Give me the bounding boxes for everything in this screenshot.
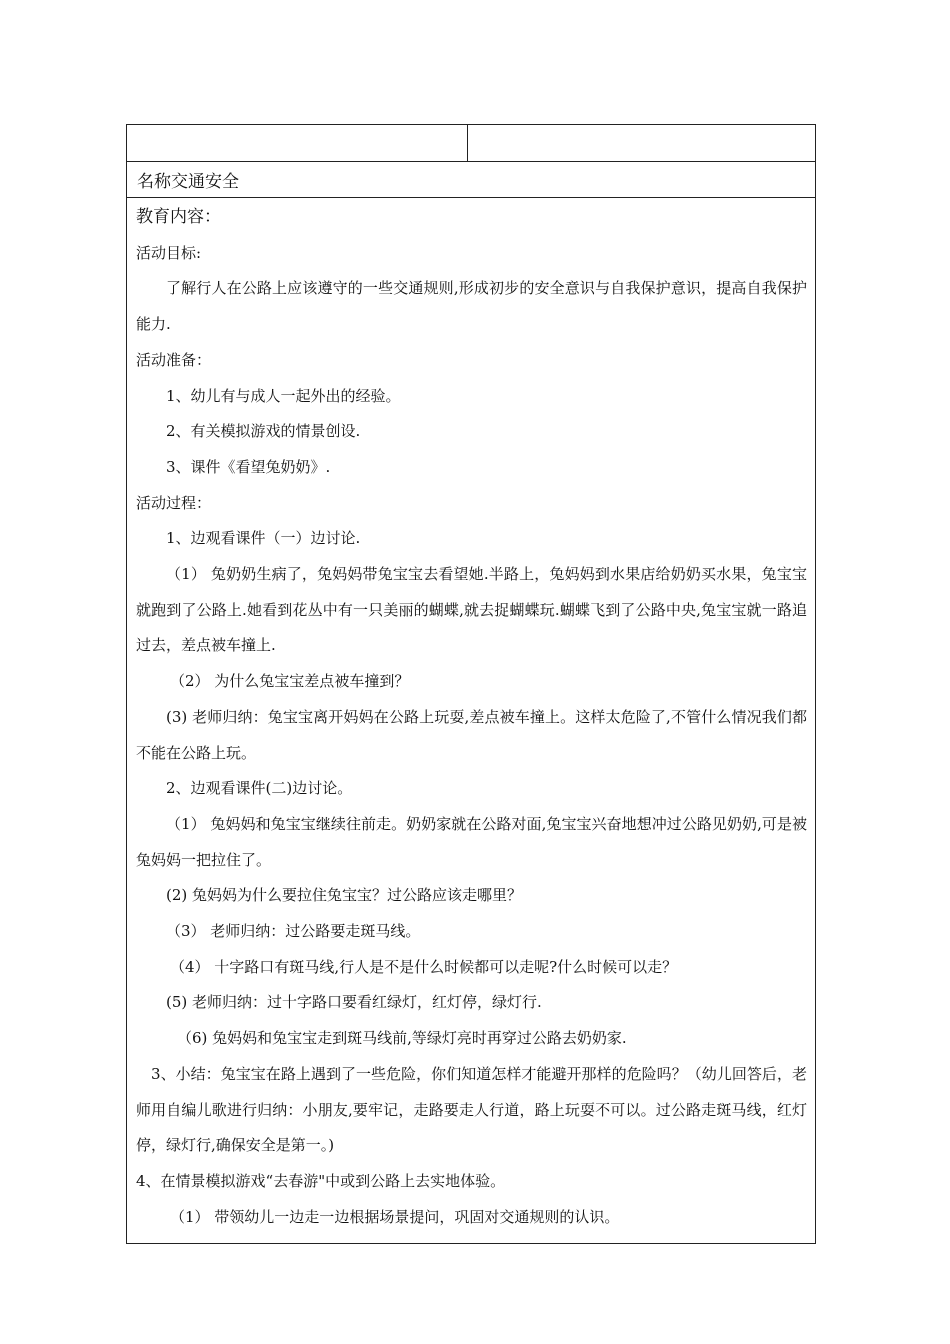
header-cell-left — [127, 125, 468, 161]
section-heading: 教育内容： — [136, 207, 221, 227]
list-item: 1、幼儿有与成人一起外出的经验。 — [166, 386, 401, 405]
header-cell-right — [468, 125, 815, 161]
list-item: 2、边观看课件(二)边讨论。 — [166, 779, 353, 798]
lesson-title: 名称交通安全 — [137, 172, 239, 192]
paragraph: （1） 带领幼儿一边走一边根据场景提问，巩固对交通规则的认识。 — [170, 1207, 620, 1226]
paragraph: (5) 老师归纳：过十字路口要看红绿灯，红灯停，绿灯行. — [166, 993, 542, 1012]
content-cell — [127, 198, 815, 1243]
title-row — [127, 162, 815, 198]
paragraph: （1） 兔奶奶生病了，兔妈妈带兔宝宝去看望她.半路上，兔妈妈到水果店给奶奶买水果，兔宝宝就跑到了公路上.她看到花丛中有一只美丽的蝴蝶,就去捉蝴蝶玩.蝴蝶飞到了公路中央,兔宝宝就一路追过去，差点被车撞上. — [136, 565, 807, 655]
paragraph: （4） 十字路口有斑马线,行人是不是什么时候都可以走呢?什么时候可以走？ — [170, 957, 678, 976]
paragraph: （1） 兔妈妈和兔宝宝继续往前走。奶奶家就在公路对面,兔宝宝兴奋地想冲过公路见奶奶,可是被兔妈妈一把拉住了。 — [136, 814, 807, 869]
paragraph: （6) 兔妈妈和兔宝宝走到斑马线前,等绿灯亮时再穿过公路去奶奶家. — [177, 1029, 627, 1048]
paragraph-goals: 了解行人在公路上应该遵守的一些交通规则,形成初步的安全意识与自我保护意识，提高自我保护能力. — [136, 279, 807, 334]
paragraph: （2） 为什么兔宝宝差点被车撞到？ — [170, 672, 410, 691]
paragraph: （3） 老师归纳：过公路要走斑马线。 — [166, 922, 421, 941]
paragraph: (2) 兔妈妈为什么要拉住兔宝宝？过公路应该走哪里？ — [166, 886, 523, 905]
list-item: 3、课件《看望兔奶奶》. — [166, 457, 331, 476]
subheading-preparation: 活动准备： — [136, 350, 212, 369]
header-row — [127, 125, 815, 162]
subheading-process: 活动过程： — [136, 493, 212, 512]
paragraph: (3) 老师归纳：兔宝宝离开妈妈在公路上玩耍,差点被车撞上。这样太危险了,不管什么情况我们都不能在公路上玩。 — [136, 707, 807, 762]
subheading-goals: 活动目标: — [136, 243, 202, 262]
paragraph-summary: 3、小结：兔宝宝在路上遇到了一些危险，你们知道怎样才能避开那样的危险吗？（幼儿回答后，老师用自编儿歌进行归纳：小朋友,要牢记，走路要走人行道，路上玩耍不可以。过公路走斑马线，红灯停，绿灯行,确保安全是第一。) — [136, 1064, 807, 1155]
list-item: 2、有关模拟游戏的情景创设. — [166, 422, 361, 441]
list-item: 1、边观看课件（一）边讨论. — [166, 529, 361, 548]
list-item: 4、在情景模拟游戏“去春游"中或到公路上去实地体验。 — [136, 1171, 506, 1190]
lesson-plan-table — [126, 124, 816, 1244]
